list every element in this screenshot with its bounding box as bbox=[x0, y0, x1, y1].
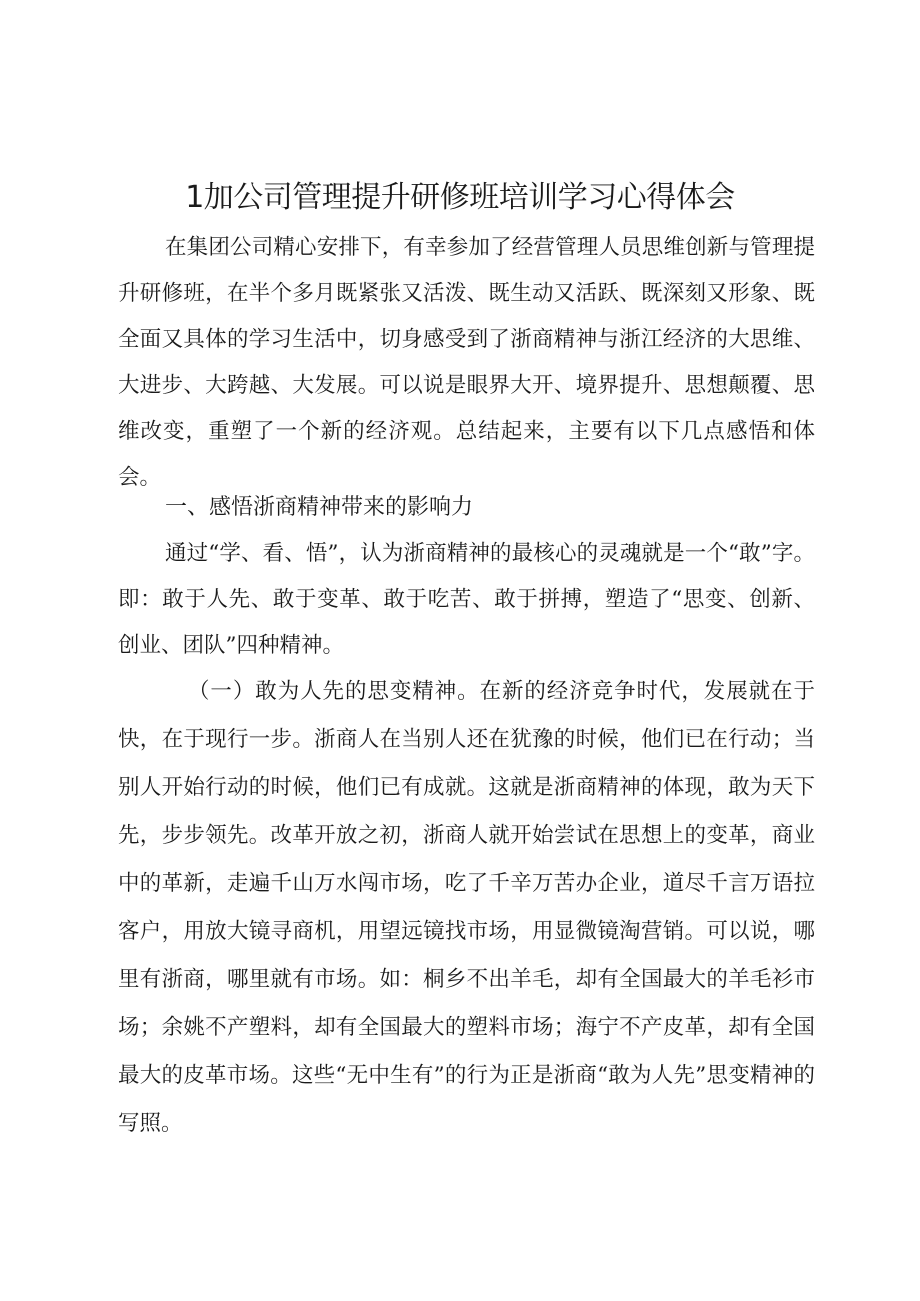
spirit-paragraph: 通过“学、看、悟”，认为浙商精神的最核心的灵魂就是一个“敢”字。即：敢于人先、敢于变革、敢于吃苦、敢于拼搏，塑造了“思变、创新、创业、团队”四种精神。 bbox=[118, 541, 815, 658]
intro-paragraph: 在集团公司精心安排下，有幸参加了经营管理人员思维创新与管理提升研修班，在半个多月既紧张又活泼、既生动又活跃、既深刻又形象、既全面又具体的学习生活中，切身感受到了浙商精神与浙江经济的大思维、大进步、大跨越、大发展。可以说是眼界大开、境界提升、思想颠覆、思维改变，重塑了一个新的经济观。总结起来，主要有以下几点感悟和体会。 bbox=[118, 235, 815, 490]
section-heading-1: 一、感悟浙商精神带来的影响力 bbox=[165, 495, 474, 520]
first-spirit-paragraph: （一）敢为人先的思变精神。在新的经济竞争时代，发展就在于快，在于现行一步。浙商人在当别人还在犹豫的时候，他们已在行动；当别人开始行动的时候，他们已有成就。这就是浙商精神的体现，敢为天下先，步步领先。改革开放之初，浙商人就开始尝试在思想上的变革，商业中的革新，走遍千山万水闯市场，吃了千辛万苦办企业，道尽千言万语拉客户，用放大镜寻商机，用望远镜找市场，用显微镜淘营销。可以说，哪里有浙商，哪里就有市场。如：桐乡不出羊毛，却有全国最大的羊毛衫市场；余姚不产塑料，却有全国最大的塑料市场；海宁不产皮革，却有全国最大的皮革市场。这些“无中生有”的行为正是浙商“敢为人先”思变精神的写照。 bbox=[118, 679, 815, 1136]
document-title: 1加公司管理提升研修班培训学习心得体会 bbox=[185, 180, 735, 215]
